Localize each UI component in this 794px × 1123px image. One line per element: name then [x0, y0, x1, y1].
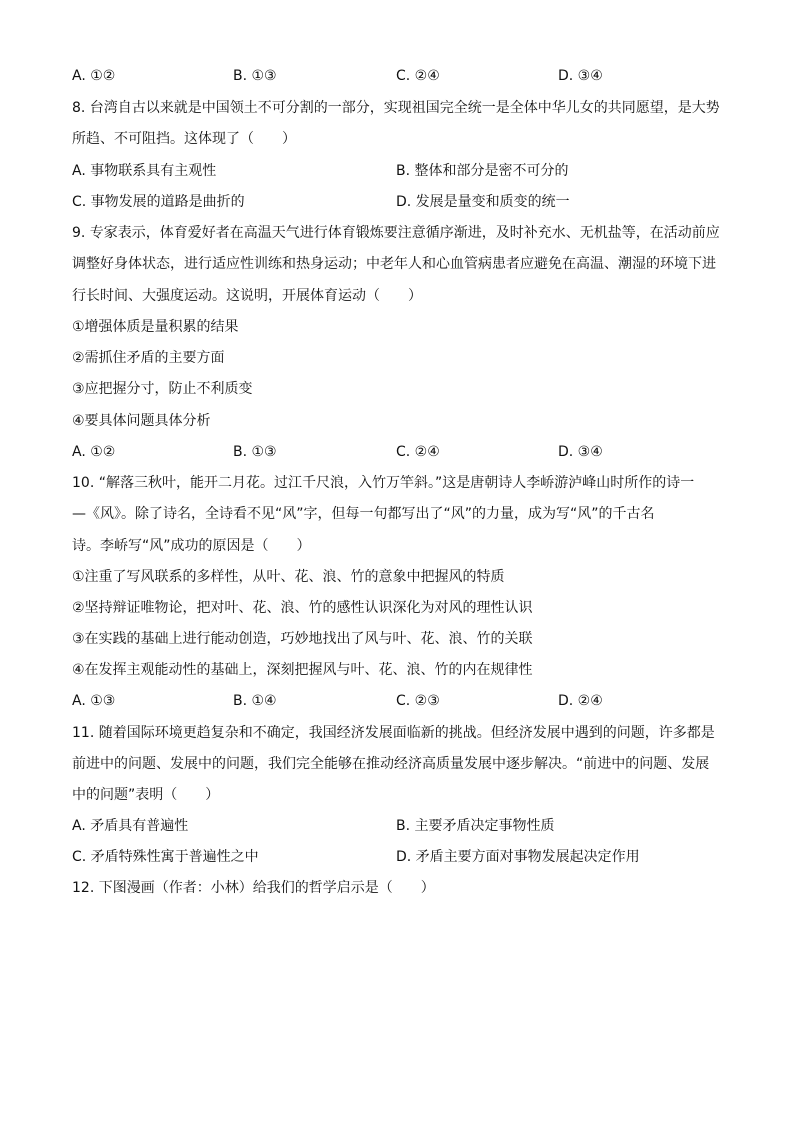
q8-option-c: C. 事物发展的道路是曲折的: [72, 194, 245, 210]
q11-stem-line-2: 前进中的问题、发展中的问题，我们完全能够在推动经济高质量发展中逐步解决。“前进中的问题、发展: [72, 756, 710, 772]
q9-option-c: C. ②④: [396, 444, 440, 460]
q10-stem-line-2: —《风》。除了诗名，全诗看不见“风”字，但每一句都写出了“风”的力量，成为写“风”的千古名: [72, 506, 655, 522]
q10-statement-4: ④在发挥主观能动性的基础上，深刻把握风与叶、花、浪、竹的内在规律性: [72, 662, 533, 678]
q9-option-b: B. ①③: [233, 444, 277, 460]
q8-stem-line-2: 所趋、不可阻挡。这体现了（ ）: [72, 131, 296, 147]
q9-statement-1: ①增强体质是量积累的结果: [72, 319, 239, 335]
q7-option-b: B. ①③: [233, 68, 277, 84]
q11-stem-line-3: 中的问题”表明（ ）: [72, 787, 220, 803]
q10-statement-1: ①注重了写风联系的多样性，从叶、花、浪、竹的意象中把握风的特质: [72, 569, 505, 585]
q10-option-d: D. ②④: [558, 693, 603, 709]
q9-option-a: A. ①②: [72, 444, 116, 460]
q10-statement-3: ③在实践的基础上进行能动创造，巧妙地找出了风与叶、花、浪、竹的关联: [72, 631, 533, 647]
q12-stem-line-1: 12. 下图漫画（作者：小林）给我们的哲学启示是（ ）: [72, 880, 435, 896]
q8-option-d: D. 发展是量变和质变的统一: [396, 194, 570, 210]
q10-option-b: B. ①④: [233, 693, 277, 709]
q11-stem-line-1: 11. 随着国际环境更趋复杂和不确定，我国经济发展面临新的挑战。但经济发展中遇到的问题，许多都是: [72, 725, 715, 741]
q9-option-d: D. ③④: [558, 444, 603, 460]
q11-option-d: D. 矛盾主要方面对事物发展起决定作用: [396, 849, 640, 865]
q8-option-a: A. 事物联系具有主观性: [72, 163, 217, 179]
q10-stem-line-3: 诗。李峤写“风”成功的原因是（ ）: [72, 538, 311, 554]
q10-option-a: A. ①③: [72, 693, 116, 709]
q7-option-a: A. ①②: [72, 68, 116, 84]
q11-option-a: A. 矛盾具有普遍性: [72, 818, 189, 834]
q11-option-c: C. 矛盾特殊性寓于普遍性之中: [72, 849, 259, 865]
q9-statement-2: ②需抓住矛盾的主要方面: [72, 350, 225, 366]
q10-option-c: C. ②③: [396, 693, 440, 709]
q10-stem-line-1: 10. “解落三秋叶，能开二月花。过江千尺浪，入竹万竿斜。”这是唐朝诗人李峤游泸峰山时所作的诗一: [72, 475, 695, 491]
q10-statement-2: ②坚持辩证唯物论，把对叶、花、浪、竹的感性认识深化为对风的理性认识: [72, 600, 533, 616]
q9-statement-3: ③应把握分寸，防止不利质变: [72, 381, 253, 397]
q11-option-b: B. 主要矛盾决定事物性质: [396, 818, 555, 834]
q8-stem-line-1: 8. 台湾自古以来就是中国领土不可分割的一部分，实现祖国完全统一是全体中华儿女的共同愿望，是大势: [72, 100, 720, 116]
q7-option-d: D. ③④: [558, 68, 603, 84]
q9-statement-4: ④要具体问题具体分析: [72, 413, 211, 429]
q7-option-c: C. ②④: [396, 68, 440, 84]
q9-stem-line-3: 行长时间、大强度运动。这说明，开展体育运动（ ）: [72, 288, 422, 304]
q9-stem-line-2: 调整好身体状态，进行适应性训练和热身运动；中老年人和心血管病患者应避免在高温、潮湿的环境下进: [72, 256, 716, 272]
q9-stem-line-1: 9. 专家表示，体育爱好者在高温天气进行体育锻炼要注意循序渐进，及时补充水、无机盐等，在活动前应: [72, 225, 720, 241]
q8-option-b: B. 整体和部分是密不可分的: [396, 163, 569, 179]
